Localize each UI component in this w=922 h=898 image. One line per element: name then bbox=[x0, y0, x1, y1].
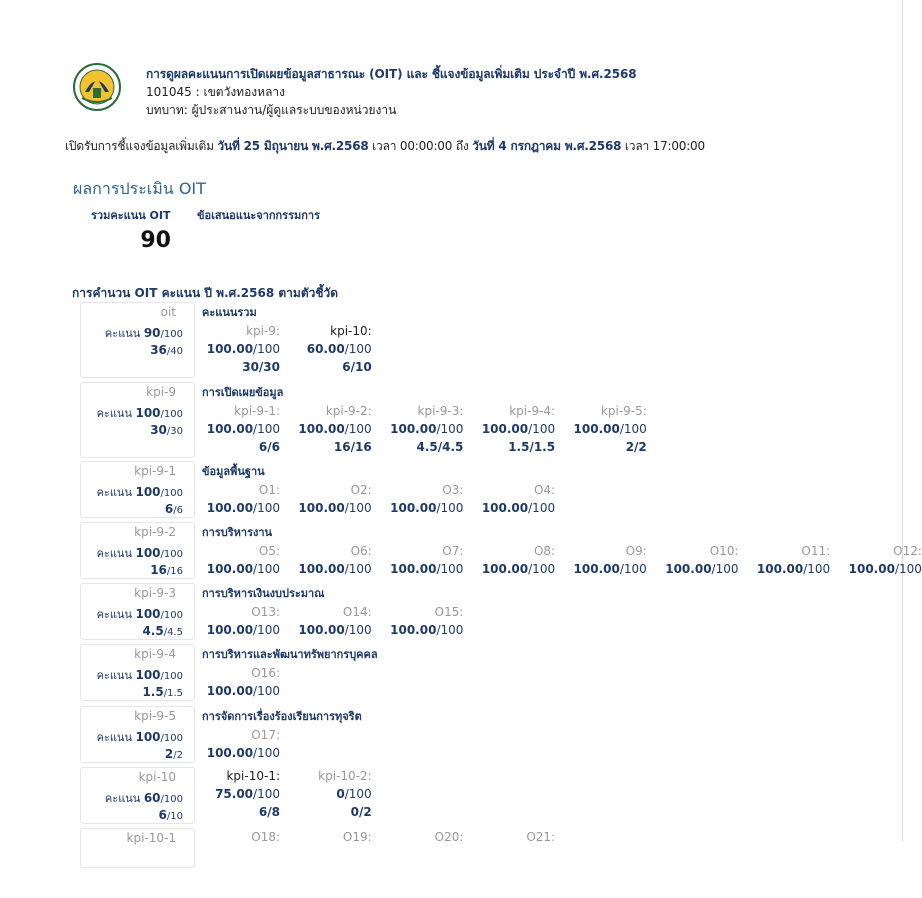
kpi-item-name: O21: bbox=[526, 830, 556, 844]
kpi-card-score-label: คะแนน bbox=[96, 486, 136, 499]
kpi-item-score-max: /100 bbox=[344, 562, 372, 576]
kpi-item bbox=[480, 481, 555, 517]
period-start-date: วันที่ 25 มิถุนายน พ.ศ.2568 bbox=[217, 139, 369, 153]
kpi-row-title: คะแนนรวม bbox=[202, 306, 257, 319]
kpi-card-score-value: 90 bbox=[143, 326, 161, 340]
kpi-card-score bbox=[105, 324, 183, 342]
kpi-item-score-max: /100 bbox=[436, 562, 464, 576]
kpi-item-name: O17: bbox=[251, 728, 280, 742]
kpi-card-score-max: /100 bbox=[160, 409, 183, 420]
kpi-item-score-max: /100 bbox=[253, 746, 280, 760]
submission-period bbox=[65, 137, 705, 156]
kpi-item-name: O8: bbox=[533, 544, 556, 558]
kpi-card-score-max: /100 bbox=[160, 549, 183, 560]
kpi-item-score bbox=[388, 420, 463, 438]
kpi-item-score-max: /100 bbox=[894, 562, 922, 576]
kpi-row bbox=[0, 461, 907, 518]
kpi-item-score-max: /100 bbox=[344, 787, 372, 801]
kpi-item-score-max: /100 bbox=[253, 684, 280, 698]
kpi-item-name: O5: bbox=[258, 544, 280, 558]
total-score-value: 90 bbox=[140, 228, 171, 253]
kpi-item bbox=[480, 542, 555, 578]
period-to: ถึง bbox=[455, 139, 469, 153]
kpi-item bbox=[297, 322, 372, 376]
kpi-item-score-value: 100.00 bbox=[206, 684, 254, 698]
kpi-item-name: O13: bbox=[251, 605, 280, 619]
page-title: การดูผลคะแนนการเปิดเผยข้อมูลสาธารณะ (OIT) และ ชี้แจงข้อมูลเพิ่มเติม ประจำปี พ.ศ.2568 bbox=[146, 67, 637, 81]
kpi-item bbox=[388, 402, 463, 456]
kpi-card-score-value: 100 bbox=[135, 406, 161, 420]
kpi-item bbox=[297, 542, 372, 578]
kpi-item-name: O15: bbox=[434, 605, 464, 619]
kpi-item bbox=[205, 402, 280, 456]
kpi-item-name: kpi-9-4: bbox=[509, 404, 556, 418]
kpi-item-score-max: /100 bbox=[436, 623, 464, 637]
kpi-row-items bbox=[205, 767, 865, 837]
calculation-title: การคำนวน OIT คะแนน ปี พ.ศ.2568 ตามตัวชี้วัด bbox=[72, 286, 339, 300]
kpi-item-name: O1: bbox=[258, 483, 280, 497]
kpi-card-weight-max: /16 bbox=[166, 566, 183, 577]
kpi-item-score bbox=[480, 420, 555, 438]
kpi-item-score-max: /100 bbox=[344, 501, 372, 515]
kpi-card-weight bbox=[165, 502, 183, 516]
kpi-item-score bbox=[205, 420, 280, 438]
kpi-card-weight bbox=[165, 747, 183, 761]
kpi-item-name: O19: bbox=[342, 830, 372, 844]
kpi-item-name: kpi-9-5: bbox=[600, 404, 647, 418]
kpi-item-score bbox=[205, 744, 280, 762]
kpi-row bbox=[0, 583, 907, 640]
kpi-item-score-value: 100.00 bbox=[481, 501, 529, 515]
kpi-item-weight: 2/2 bbox=[625, 440, 647, 454]
kpi-item-name: O6: bbox=[350, 544, 372, 558]
kpi-card-score-max: /100 bbox=[160, 329, 183, 340]
kpi-item-weight: 6/8 bbox=[258, 805, 280, 819]
kpi-row bbox=[0, 706, 907, 763]
kpi-item-score-max: /100 bbox=[253, 562, 280, 576]
kpi-card-weight-value: 2 bbox=[164, 747, 174, 761]
kpi-item-name: kpi-9: bbox=[246, 324, 280, 338]
kpi-item-name: O2: bbox=[350, 483, 372, 497]
kpi-card-weight bbox=[142, 624, 183, 638]
kpi-item-score bbox=[205, 621, 280, 639]
kpi-card bbox=[80, 302, 195, 378]
kpi-row-items bbox=[205, 828, 865, 898]
kpi-row-title: ข้อมูลพื้นฐาน bbox=[202, 465, 265, 478]
kpi-item-score bbox=[205, 499, 280, 517]
kpi-item-score bbox=[297, 785, 372, 803]
kpi-card-score bbox=[97, 605, 183, 623]
kpi-item-score-value: 100.00 bbox=[390, 501, 437, 515]
kpi-item-score-value: 100.00 bbox=[206, 501, 254, 515]
kpi-row bbox=[0, 828, 907, 868]
kpi-row bbox=[0, 522, 922, 579]
kpi-item-score-max: /100 bbox=[344, 623, 372, 637]
kpi-item-score-max: /100 bbox=[344, 422, 372, 436]
kpi-item-name: O20: bbox=[434, 830, 464, 844]
kpi-item-score bbox=[297, 420, 372, 438]
kpi-card-score-value: 100 bbox=[135, 485, 161, 499]
kpi-card-name: kpi-9 bbox=[146, 385, 176, 399]
kpi-item-name: kpi-9-1: bbox=[234, 404, 280, 418]
kpi-item-weight: 1.5/1.5 bbox=[508, 440, 556, 454]
kpi-card-weight-value: 1.5 bbox=[142, 685, 164, 699]
kpi-card-score-label: คะแนน bbox=[96, 407, 136, 420]
kpi-item-score-max: /100 bbox=[344, 342, 372, 356]
kpi-item-name: O9: bbox=[625, 544, 647, 558]
kpi-item bbox=[480, 828, 555, 846]
kpi-item-score-value: 0 bbox=[336, 787, 345, 801]
kpi-item-score-max: /100 bbox=[436, 422, 464, 436]
kpi-card-score-max: /100 bbox=[160, 733, 183, 744]
kpi-card-weight-max: /2 bbox=[173, 750, 183, 761]
kpi-row-title: การจัดการเรื่องร้องเรียนการทุจริต bbox=[202, 710, 362, 723]
kpi-card-weight-max: /4.5 bbox=[163, 627, 183, 638]
kpi-card bbox=[80, 767, 195, 824]
kpi-row-title: การบริหารงาน bbox=[202, 526, 273, 539]
kpi-item bbox=[664, 542, 739, 578]
kpi-card bbox=[80, 583, 195, 640]
kpi-card-score-label: คะแนน bbox=[96, 731, 136, 744]
kpi-item bbox=[205, 828, 280, 846]
kpi-card-name: kpi-9-4 bbox=[134, 647, 176, 661]
kpi-item-score-max: /100 bbox=[711, 562, 739, 576]
kpi-item bbox=[205, 322, 280, 376]
kpi-item-name: O11: bbox=[801, 544, 831, 558]
kpi-item bbox=[205, 726, 280, 762]
kpi-item-score bbox=[664, 560, 739, 578]
kpi-item bbox=[205, 542, 280, 578]
kpi-item-score bbox=[847, 560, 922, 578]
kpi-item-score bbox=[480, 499, 555, 517]
kpi-item-score-value: 100.00 bbox=[390, 562, 437, 576]
kpi-item-score bbox=[205, 682, 280, 700]
kpi-item-score-value: 60.00 bbox=[306, 342, 345, 356]
kpi-item-score bbox=[388, 621, 463, 639]
kpi-item bbox=[205, 767, 280, 821]
kpi-item-weight: 6/10 bbox=[342, 360, 372, 374]
kpi-card-weight-max: /1.5 bbox=[163, 688, 183, 699]
kpi-card-weight-value: 4.5 bbox=[142, 624, 164, 638]
kpi-item bbox=[388, 828, 463, 846]
kpi-card-weight-value: 6 bbox=[158, 808, 167, 822]
kpi-card bbox=[80, 522, 195, 579]
kpi-card-score bbox=[105, 789, 183, 807]
kpi-card-weight-value: 6 bbox=[164, 502, 174, 516]
kpi-card-score-label: คะแนน bbox=[96, 547, 136, 560]
kpi-row-title: การบริหารและพัฒนาทรัพยากรบุคคล bbox=[202, 648, 378, 661]
kpi-item-score-value: 100.00 bbox=[298, 501, 345, 515]
kpi-item-name: O12: bbox=[893, 544, 922, 558]
kpi-card-weight-value: 36 bbox=[150, 343, 167, 357]
kpi-item-name: O18: bbox=[251, 830, 280, 844]
kpi-item-score-value: 100.00 bbox=[298, 562, 345, 576]
kpi-item-score-value: 100.00 bbox=[298, 422, 345, 436]
kpi-item-name: kpi-10-2: bbox=[318, 769, 372, 783]
kpi-row-title: การบริหารเงินงบประมาณ bbox=[202, 587, 325, 600]
kpi-item-weight: 4.5/4.5 bbox=[416, 440, 464, 454]
kpi-item-score-value: 100.00 bbox=[390, 623, 437, 637]
kpi-card bbox=[80, 461, 195, 518]
kpi-card-weight bbox=[142, 685, 183, 699]
kpi-item-score-max: /100 bbox=[619, 422, 647, 436]
kpi-item-score bbox=[755, 560, 830, 578]
kpi-row bbox=[0, 644, 907, 701]
period-end-time: เวลา 17:00:00 bbox=[624, 139, 705, 153]
kpi-item-score-value: 100.00 bbox=[481, 422, 529, 436]
kpi-item-score-max: /100 bbox=[253, 342, 280, 356]
kpi-item-weight: 16/16 bbox=[333, 440, 372, 454]
kpi-item bbox=[297, 481, 372, 517]
kpi-item bbox=[297, 402, 372, 456]
kpi-card-score bbox=[97, 728, 183, 746]
kpi-card-score-label: คะแนน bbox=[96, 669, 136, 682]
kpi-card-score-label: คะแนน bbox=[104, 792, 144, 805]
kpi-card-score bbox=[97, 666, 183, 684]
kpi-item-score-max: /100 bbox=[528, 501, 556, 515]
kpi-card bbox=[80, 706, 195, 763]
kpi-card-score-label: คะแนน bbox=[104, 327, 144, 340]
kpi-card-name: kpi-9-2 bbox=[134, 525, 176, 539]
kpi-item-score bbox=[205, 560, 280, 578]
kpi-item-name: O3: bbox=[442, 483, 464, 497]
kpi-card-score bbox=[97, 404, 183, 422]
kpi-item-score bbox=[297, 499, 372, 517]
kpi-item bbox=[480, 402, 555, 456]
kpi-card-name: kpi-9-1 bbox=[134, 464, 176, 478]
kpi-card-score-label: คะแนน bbox=[96, 608, 136, 621]
result-section-title: ผลการประเมิน OIT bbox=[73, 179, 206, 198]
kpi-item-score bbox=[297, 340, 372, 358]
period-start-time: เวลา 00:00:00 bbox=[372, 139, 453, 153]
kpi-card-score-max: /100 bbox=[160, 671, 183, 682]
kpi-card-weight bbox=[159, 808, 183, 822]
kpi-card-weight-value: 16 bbox=[150, 563, 167, 577]
kpi-item-score-value: 75.00 bbox=[215, 787, 254, 801]
kpi-item-score-max: /100 bbox=[619, 562, 647, 576]
kpi-item-name: O14: bbox=[342, 605, 372, 619]
kpi-item-score bbox=[388, 499, 463, 517]
kpi-item-score-value: 100.00 bbox=[848, 562, 895, 576]
kpi-item-score-value: 100.00 bbox=[298, 623, 345, 637]
kpi-row-title: การเปิดเผยข้อมูล bbox=[202, 386, 284, 399]
kpi-item bbox=[847, 542, 922, 578]
kpi-card-weight-value: 30 bbox=[150, 423, 167, 437]
kpi-card-name: oit bbox=[160, 305, 176, 319]
kpi-item-score bbox=[205, 785, 280, 803]
kpi-item-score bbox=[297, 560, 372, 578]
kpi-item-score-max: /100 bbox=[253, 623, 280, 637]
kpi-row bbox=[0, 767, 907, 824]
kpi-item-score bbox=[572, 420, 647, 438]
kpi-item-score-max: /100 bbox=[253, 787, 280, 801]
kpi-card-name: kpi-10 bbox=[138, 770, 176, 784]
kpi-item-score-value: 100.00 bbox=[481, 562, 529, 576]
kpi-item bbox=[572, 542, 647, 578]
kpi-item bbox=[755, 542, 830, 578]
kpi-card-score-max: /100 bbox=[160, 794, 183, 805]
kpi-card-score-value: 100 bbox=[135, 668, 161, 682]
kpi-item-score-max: /100 bbox=[528, 562, 556, 576]
kpi-item-weight: 6/6 bbox=[258, 440, 280, 454]
kpi-item bbox=[572, 402, 647, 456]
kpi-item-score-value: 100.00 bbox=[573, 562, 620, 576]
kpi-row bbox=[0, 302, 907, 378]
kpi-item bbox=[388, 542, 463, 578]
kpi-card-score-value: 100 bbox=[135, 607, 161, 621]
kpi-item-score-value: 100.00 bbox=[390, 422, 437, 436]
kpi-item-score bbox=[480, 560, 555, 578]
kpi-item-score bbox=[572, 560, 647, 578]
kpi-item-score-value: 100.00 bbox=[206, 746, 254, 760]
kpi-card-weight-max: /10 bbox=[166, 811, 183, 822]
kpi-item-score-value: 100.00 bbox=[665, 562, 712, 576]
kpi-item-name: kpi-9-2: bbox=[325, 404, 372, 418]
kpi-card-score bbox=[97, 483, 183, 501]
kpi-card-weight-max: /30 bbox=[166, 426, 183, 437]
kpi-item-score-value: 100.00 bbox=[206, 422, 254, 436]
kpi-card-score-value: 100 bbox=[135, 546, 161, 560]
kpi-item-score-value: 100.00 bbox=[206, 623, 254, 637]
kpi-item-score-max: /100 bbox=[436, 501, 464, 515]
period-end-date: วันที่ 4 กรกฎาคม พ.ศ.2568 bbox=[472, 139, 622, 153]
kpi-card-weight bbox=[150, 563, 183, 577]
kpi-item-score-max: /100 bbox=[253, 501, 280, 515]
kpi-item bbox=[388, 603, 463, 639]
kpi-item bbox=[205, 481, 280, 517]
kpi-item-score-max: /100 bbox=[253, 422, 280, 436]
committee-suggestion-label: ข้อเสนอแนะจากกรรมการ bbox=[197, 209, 320, 222]
kpi-card-score-value: 100 bbox=[135, 730, 161, 744]
kpi-item-score-value: 100.00 bbox=[573, 422, 620, 436]
kpi-row bbox=[0, 382, 907, 458]
kpi-card-weight bbox=[150, 343, 183, 357]
kpi-item-name: kpi-10-1: bbox=[226, 769, 280, 783]
kpi-card-weight-max: /6 bbox=[173, 505, 183, 516]
organization-label: 101045 : เขตวังทองหลาง bbox=[146, 85, 286, 99]
kpi-item-weight: 0/2 bbox=[350, 805, 372, 819]
kpi-item bbox=[297, 767, 372, 821]
kpi-card-name: kpi-10-1 bbox=[126, 831, 176, 845]
kpi-item-name: O10: bbox=[709, 544, 739, 558]
kpi-item-score-value: 100.00 bbox=[756, 562, 804, 576]
kpi-card bbox=[80, 828, 195, 868]
kpi-card-weight bbox=[150, 423, 183, 437]
period-prefix: เปิดรับการชี้แจงข้อมูลเพิ่มเติม bbox=[65, 139, 214, 153]
kpi-item-name: kpi-9-3: bbox=[417, 404, 464, 418]
kpi-card-name: kpi-9-3 bbox=[134, 586, 176, 600]
kpi-card-score-max: /100 bbox=[160, 488, 183, 499]
kpi-item bbox=[297, 603, 372, 639]
bma-seal-icon bbox=[72, 62, 122, 112]
kpi-item-score-value: 100.00 bbox=[206, 562, 254, 576]
kpi-item-score bbox=[205, 340, 280, 358]
kpi-card-score-max: /100 bbox=[160, 610, 183, 621]
kpi-item bbox=[388, 481, 463, 517]
kpi-item bbox=[297, 828, 372, 846]
kpi-item-name: O16: bbox=[251, 666, 280, 680]
kpi-item-score-max: /100 bbox=[803, 562, 831, 576]
kpi-item bbox=[205, 664, 280, 700]
kpi-card-score bbox=[97, 544, 183, 562]
kpi-card-score-value: 60 bbox=[143, 791, 161, 805]
total-score-label: รวมคะแนน OIT bbox=[91, 209, 171, 222]
role-label: บทบาท: ผู้ประสานงาน/ผู้ดูแลระบบของหน่วยงาน bbox=[146, 103, 397, 117]
kpi-item-name: O4: bbox=[533, 483, 556, 497]
kpi-card bbox=[80, 644, 195, 701]
kpi-item bbox=[205, 603, 280, 639]
kpi-item-name: kpi-10: bbox=[330, 324, 372, 338]
kpi-card-name: kpi-9-5 bbox=[134, 709, 176, 723]
kpi-item-score bbox=[388, 560, 463, 578]
kpi-card-weight-max: /40 bbox=[166, 346, 183, 357]
kpi-item-score bbox=[297, 621, 372, 639]
kpi-item-score-value: 100.00 bbox=[206, 342, 254, 356]
kpi-item-weight: 30/30 bbox=[242, 360, 280, 374]
kpi-item-name: O7: bbox=[442, 544, 464, 558]
kpi-card bbox=[80, 382, 195, 458]
kpi-item-score-max: /100 bbox=[528, 422, 556, 436]
